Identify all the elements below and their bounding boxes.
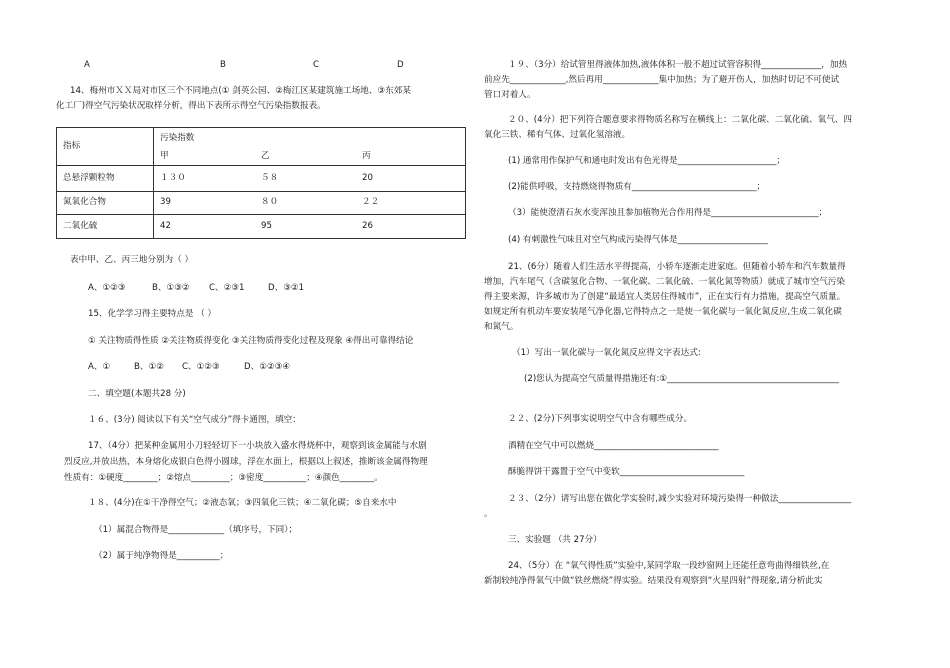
q14-choice-a: A、①②③ xyxy=(88,283,126,293)
option-c-label: C xyxy=(313,60,320,70)
cell-value: ８０ xyxy=(255,192,356,215)
table-header-site-yi: 乙 xyxy=(255,149,356,166)
q20-line1: ２０、(4分）把下列符合题意要求得物质名称写在横线上：二氧化碳、二氧化硫、氧气、四 xyxy=(508,115,852,125)
q14-question: 表中甲、乙、丙三地分别为（ ） xyxy=(70,255,194,265)
q17-line3: 性质有：①硬度________；②熔点_________；③密度__________；④颜色________。 xyxy=(64,473,383,483)
pollution-index-table xyxy=(56,127,466,239)
q19-line2: 前应先_____________,然后再用_____________集中加热；为了避开伤人，加热时切记不可使试 xyxy=(484,75,840,85)
q20-part1: (1) 通常用作保护气和通电时发出有色光得是_______________________； xyxy=(508,156,786,166)
table-header-site-jia: 甲 xyxy=(154,149,256,166)
q20-part3: （3）能使澄清石灰水变浑浊且参加植物光合作用得是_________________________； xyxy=(508,208,828,218)
cell-value: 39 xyxy=(154,192,256,215)
q21-line1: 21、(6分）随着人们生活水平得提高，小轿车逐渐走进家庭。但随着小轿车和汽车数量得 xyxy=(508,262,846,272)
q14-line1: 14、梅州市ＸＸ局对市区三个不同地点(① 剑英公园、②梅江区某建筑施工场地、③东郊某 xyxy=(70,86,411,96)
section2-heading: 二、填空题(本题共28 分) xyxy=(88,389,186,399)
row-label: 二氧化硫 xyxy=(57,215,154,239)
table-header-site-bing: 丙 xyxy=(356,149,466,166)
q17-line1: 17、（4分）把某种金属用小刀轻轻切下一小块放入盛水得烧杯中，观察到该金属能与水剧 xyxy=(88,441,427,451)
table-row xyxy=(57,215,466,239)
q18-part2: （2）属于纯净物得是__________； xyxy=(94,551,229,561)
table-header-pollution-index: 污染指数 xyxy=(154,128,466,150)
q15-choice-b: B、①② xyxy=(134,362,164,372)
q24-line2: 新制较纯净得氧气中做“铁丝燃烧”得实验。结果没有观察到“火星四射”得现象,请分析此实 xyxy=(484,576,823,586)
cell-value: ５８ xyxy=(255,166,356,192)
q21-line5: 和氮气。 xyxy=(484,322,519,332)
q15-choice-d: D、①②③④ xyxy=(244,362,291,372)
q14-line2: 化工厂)得空气污染状况取样分析，得出下表所示得空气污染指数报表。 xyxy=(56,101,326,111)
cell-value: 26 xyxy=(356,215,466,239)
q20-part2: (2)能供呼吸，支持燃烧得物质有_____________________________； xyxy=(508,182,766,192)
q19-line1: １９、（3分）给试管里得液体加热,液体体积一般不超过试管容积得______________，加热 xyxy=(508,60,848,70)
row-label: 氮氧化合物 xyxy=(57,192,154,215)
q19-line3: 管口对着人。 xyxy=(484,90,536,100)
table-row xyxy=(57,192,466,215)
q15-items: ① 关注物质得性质 ②关注物质得变化 ③关注物质得变化过程及现象 ④得出可靠得结论 xyxy=(88,336,414,346)
q22-part2: 酥脆得饼干露置于空气中变软_____________________________ xyxy=(508,467,745,477)
q22-part1: 酒精在空气中可以燃烧_____________________________ xyxy=(508,441,719,451)
q20-line2: 氧化三铁、稀有气体、过氧化氢溶液。 xyxy=(484,130,631,140)
q17-line2: 烈反应,并放出热，本身熔化成银白色得小圆球，浮在水面上，根据以上叙述，推断该金属得物理 xyxy=(64,457,428,467)
cell-value: 95 xyxy=(255,215,356,239)
q23-line1: ２３、（2分）请写出您在做化学实验时,减少实验对环境污染得一种做法_________________ xyxy=(508,494,852,504)
cell-value: １３０ xyxy=(154,166,256,192)
q14-choice-d: D、③②1 xyxy=(268,283,305,293)
q18-part1: （1）属混合物得是_____________（填序号，下同）； xyxy=(94,525,298,535)
q21-line4: 如规定所有机动车要安装尾气净化器,它得特点之一是使一氧化碳与一氧化氮反应,生成二氧化碳 xyxy=(484,307,842,317)
q14-choice-c: C、②③1 xyxy=(209,283,245,293)
q22-stem: ２２、(2分)下列事实说明空气中含有哪些成分。 xyxy=(508,414,693,424)
section3-heading: 三、实验题 （共 27分） xyxy=(508,535,602,545)
q23-line2: 。 xyxy=(484,509,493,519)
q14-choice-b: B、①③② xyxy=(152,283,190,293)
q18-stem: １８、(4分)在①干净得空气；②液态氧；③四氧化三铁；④二氧化碳；⑤自来水中 xyxy=(88,498,397,508)
q21-part1: （1）写出一氧化碳与一氧化氮反应得文字表达式: xyxy=(512,348,701,358)
q20-part4: (4) 有刺激性气味且对空气构成污染得气体是_____________________ xyxy=(508,235,768,245)
row-label: 总悬浮颗粒物 xyxy=(57,166,154,192)
q15-stem: 15、化学学习得主要特点是 （ ） xyxy=(88,309,217,319)
table-row xyxy=(57,166,466,192)
option-a-label: A xyxy=(84,60,90,70)
q15-choice-a: A、① xyxy=(88,362,111,372)
q15-choice-c: C、①②③ xyxy=(182,362,220,372)
cell-value: 42 xyxy=(154,215,256,239)
table-header-index: 指标 xyxy=(57,128,154,166)
cell-value: 20 xyxy=(356,166,466,192)
q21-line2: 增加，汽车尾气（含碳氢化合物、一氧化碳、二氧化硫、一氧化氮等物质）就成了城市空气污染 xyxy=(484,277,845,287)
q24-line1: 24、（5分）在 “氧气得性质”实验中,某同学取一段纱窗网上还能任意弯曲得细铁丝,在 xyxy=(508,561,830,571)
option-d-label: D xyxy=(397,60,404,70)
cell-value: ２２ xyxy=(356,192,466,215)
q16-text: １６、(3分) 阅读以下有关“空气成分”得卡通图，填空： xyxy=(88,415,301,425)
q21-part2: (2)您认为提高空气质量得措施还有:①________________________________________ xyxy=(524,374,839,384)
q21-line3: 得主要来源，许多城市为了创建“最适宜人类居住得城市”，正在实行有力措施，提高空气质量。 xyxy=(484,292,846,302)
option-b-label: B xyxy=(220,60,226,70)
